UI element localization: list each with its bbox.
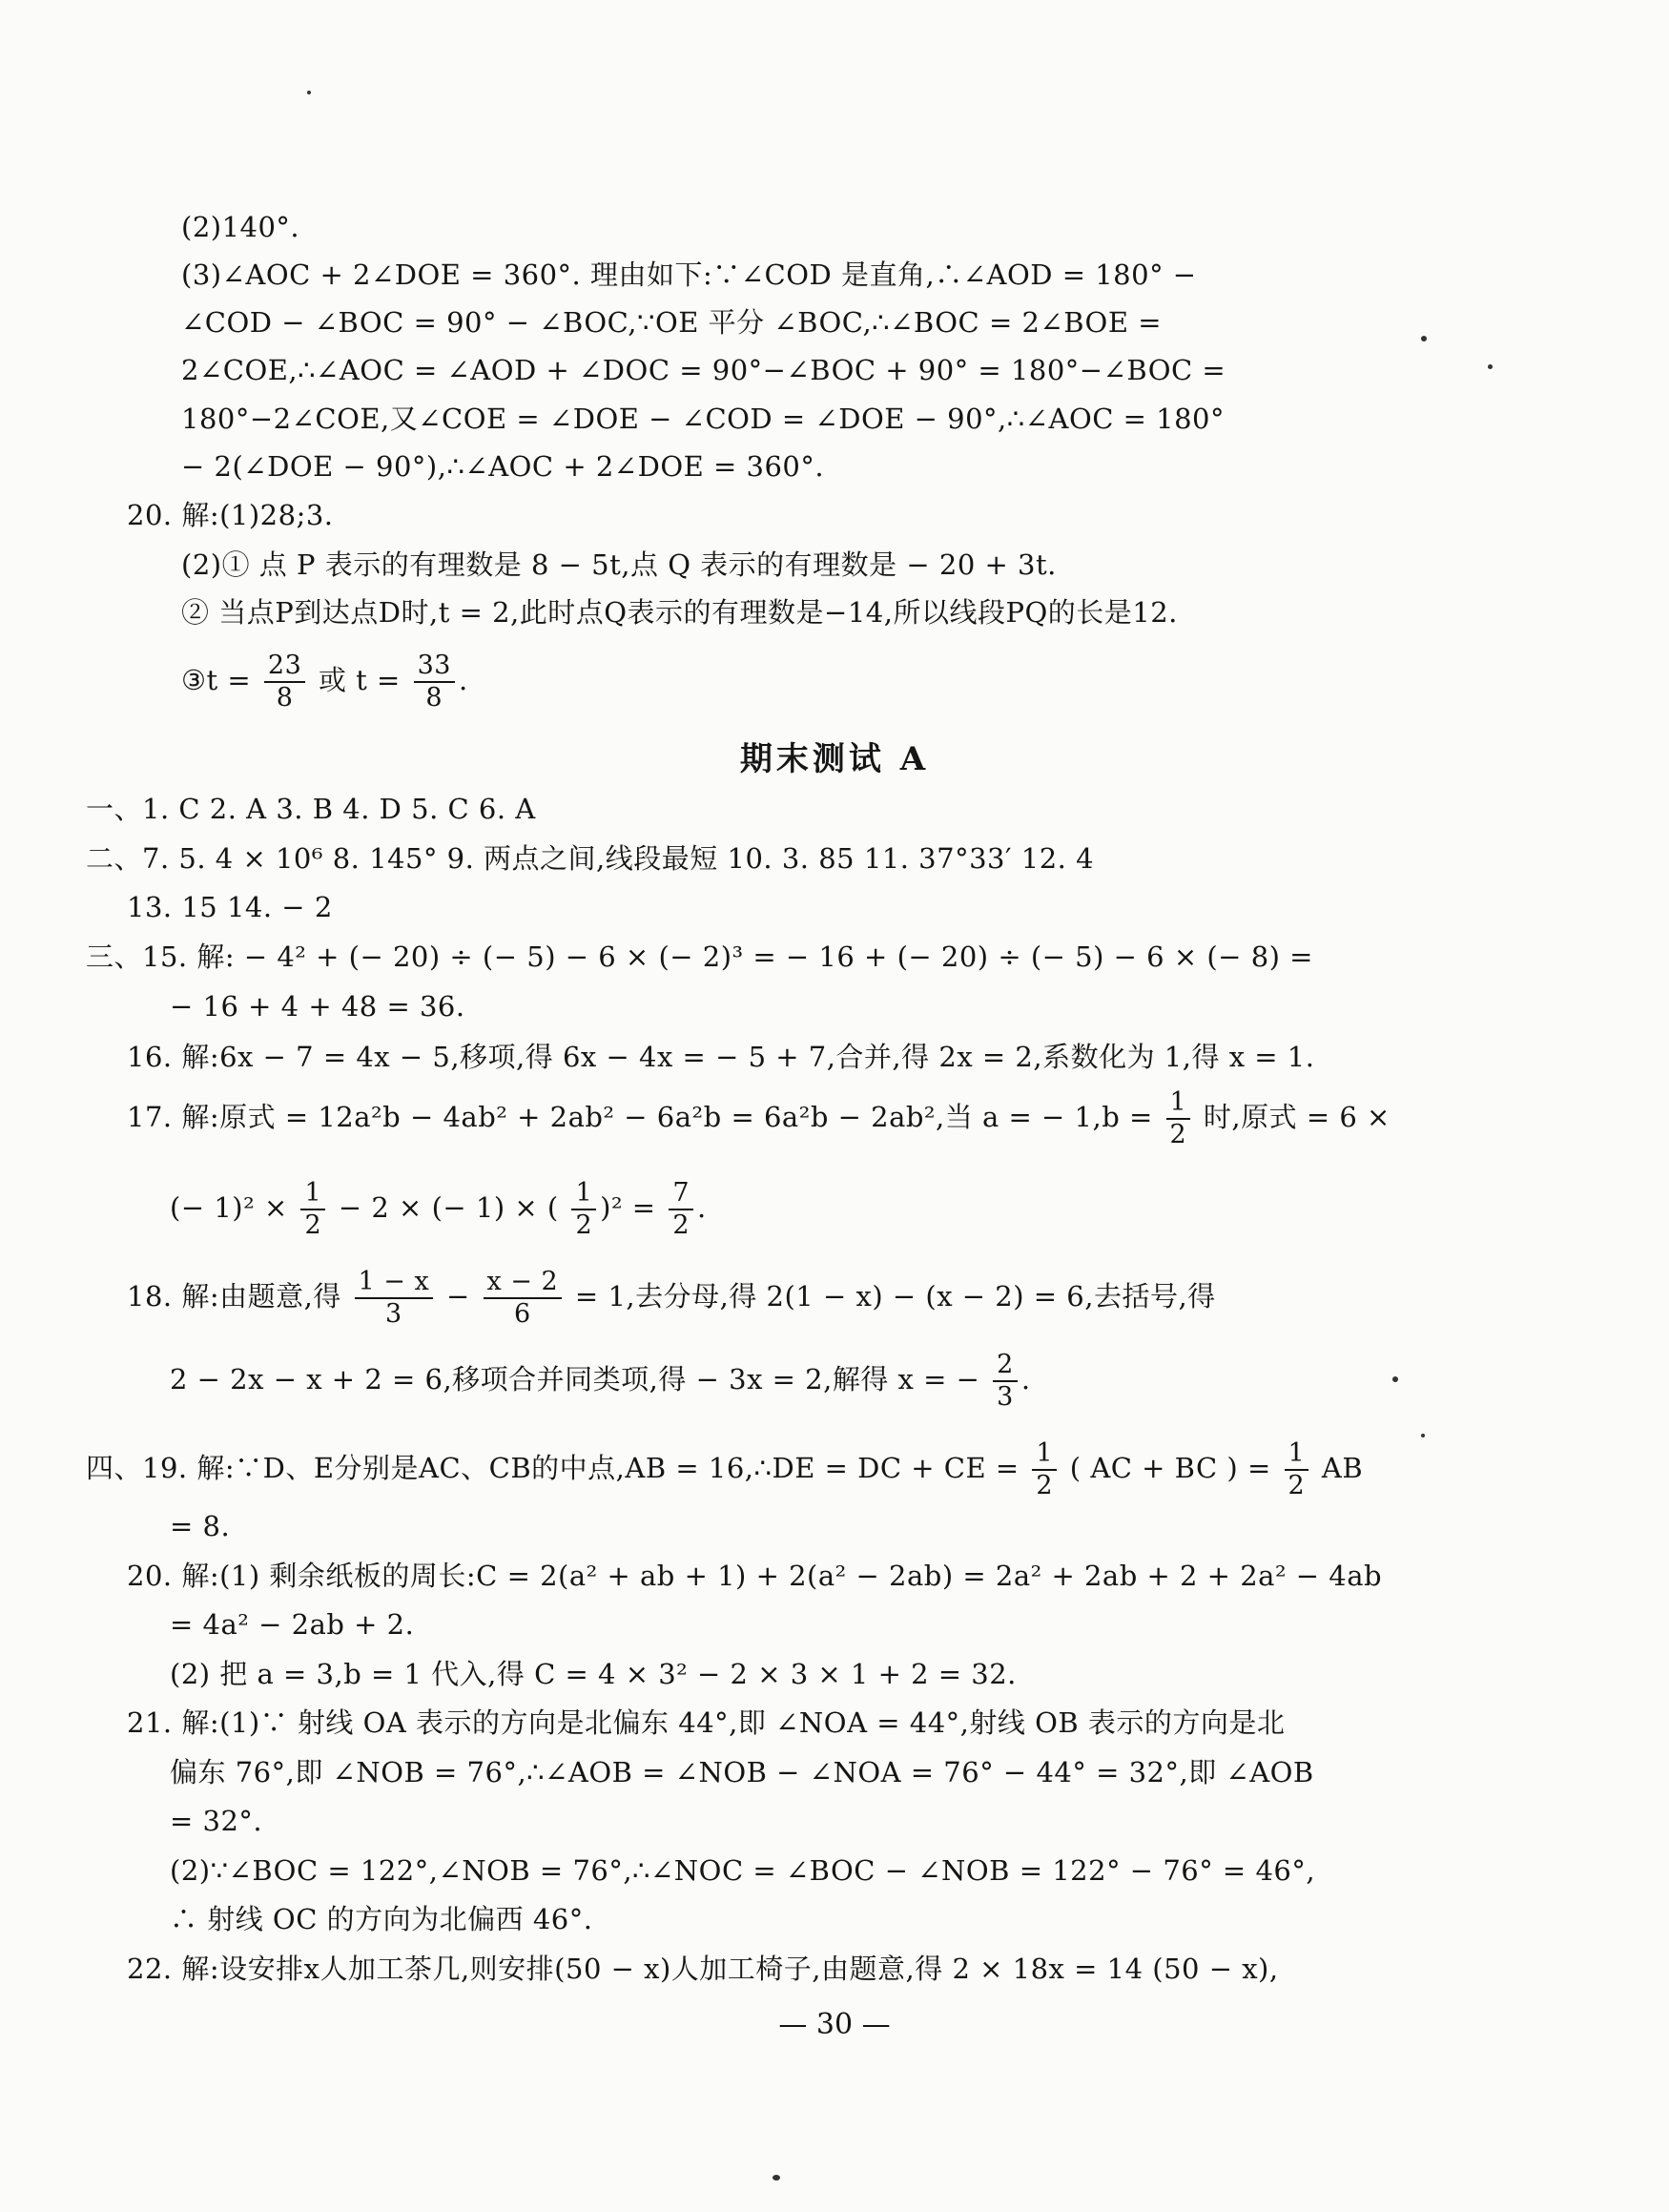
text-line: 18. 解:由题意,得 $\frac{1 - x}{3}$ − $\frac{x - 2}{6}$ = 1,去分母,得 2(1 − x) − (x − 2) = 6,去括号,得 [127, 1267, 1216, 1329]
text-line: (2)① 点 P 表示的有理数是 8 − 5t,点 Q 表示的有理数是 − 20 + 3t. [181, 548, 1057, 581]
text-line: (3)∠AOC + 2∠DOE = 360°. 理由如下:∵∠COD 是直角,∴∠AOD = 180° − [181, 258, 1197, 291]
text-line: 16. 解:6x − 7 = 4x − 5,移项,得 6x − 4x = − 5 + 7,合并,得 2x = 2,系数化为 1,得 x = 1. [127, 1041, 1315, 1073]
scan-speck [307, 91, 311, 94]
text-line: = 32°. [170, 1805, 263, 1837]
text-line: 2∠COE,∴∠AOC = ∠AOD + ∠DOC = 90°−∠BOC + 90° = 180°−∠BOC = [181, 354, 1226, 386]
text-line: ∴ 射线 OC 的方向为北偏西 46°. [170, 1903, 593, 1935]
text-line: (− 1)² × $\frac{1}{2}$ − 2 × (− 1) × ( $\frac{1}{2}$ )² = $\frac{7}{2}$ . [170, 1178, 707, 1240]
fraction: $\frac{x - 2}{6}$ [484, 1267, 563, 1330]
text-line: 偏东 76°,即 ∠NOB = 76°,∴∠AOB = ∠NOB − ∠NOA = 76° − 44° = 32°,即 ∠AOB [170, 1756, 1314, 1788]
text-line: 180°−2∠COE,又∠COE = ∠DOE − ∠COD = ∠DOE − 90°,∴∠AOC = 180° [181, 403, 1225, 435]
fraction: $\frac{7}{2}$ [669, 1178, 693, 1241]
fraction: $\frac{1 - x}{3}$ [355, 1267, 434, 1330]
text-line: 20. 解:(1) 剩余纸板的周长:C = 2(a² + ab + 1) + 2(a² − 2ab) = 2a² + 2ab + 2 + 2a² − 4ab [127, 1560, 1383, 1592]
text-line: 22. 解:设安排x人加工茶几,则安排(50 − x)人加工椅子,由题意,得 2 × 18x = 14 (50 − x), [127, 1953, 1279, 1985]
text-line: 二、7. 5. 4 × 10⁶ 8. 145° 9. 两点之间,线段最短 10. 3. 85 11. 37°33′ 12. 4 [86, 842, 1095, 875]
text-line: 三、15. 解: − 4² + (− 20) ÷ (− 5) − 6 × (− 2)³ = − 16 + (− 20) ÷ (− 5) − 6 × (− 8) = [86, 941, 1313, 973]
fraction: $\frac{23}{8}$ [264, 651, 305, 713]
text-line: 13. 15 14. − 2 [127, 891, 333, 923]
text-line: 2 − 2x − x + 2 = 6,移项合并同类项,得 − 3x = 2,解得 x = − $\frac{2}{3}$ . [170, 1350, 1031, 1412]
text-line: = 4a² − 2ab + 2. [170, 1608, 415, 1641]
fraction: $\frac{1}{2}$ [1166, 1087, 1191, 1150]
text-line: (2)140°. [181, 211, 300, 243]
scan-speck [1392, 1376, 1398, 1382]
text-line: 21. 解:(1)∵ 射线 OA 表示的方向是北偏东 44°,即 ∠NOA = 44°,射线 OB 表示的方向是北 [127, 1706, 1286, 1739]
section-heading: 期末测试 A [739, 740, 930, 778]
fraction: $\frac{1}{2}$ [300, 1178, 325, 1241]
text-line: 20. 解:(1)28;3. [127, 499, 334, 531]
text-line: − 2(∠DOE − 90°),∴∠AOC + 2∠DOE = 360°. [181, 450, 825, 483]
fraction: $\frac{2}{3}$ [993, 1350, 1018, 1413]
text-line: ∠COD − ∠BOC = 90° − ∠BOC,∵OE 平分 ∠BOC,∴∠BOC = 2∠BOE = [181, 306, 1163, 339]
fraction: $\frac{1}{2}$ [1285, 1438, 1309, 1501]
text-line: 17. 解:原式 = 12a²b − 4ab² + 2ab² − 6a²b = 6a²b − 2ab²,当 a = − 1,b = $\frac{1}{2}$ 时,原式 = 6 × [127, 1087, 1391, 1149]
text-line: ② 当点P到达点D时,t = 2,此时点Q表示的有理数是−14,所以线段PQ的长是12. [181, 596, 1178, 629]
text-line: = 8. [170, 1510, 231, 1542]
text-line: 四、19. 解:∵D、E分别是AC、CB的中点,AB = 16,∴DE = DC + CE = $\frac{1}{2}$ ( AC + BC ) = $\frac{1}{2}$ AB [86, 1438, 1364, 1500]
fraction: $\frac{1}{2}$ [571, 1178, 596, 1241]
text-line: (2) 把 a = 3,b = 1 代入,得 C = 4 × 3² − 2 × 3 × 1 + 2 = 32. [170, 1658, 1017, 1690]
scan-speck [1488, 364, 1493, 369]
page-number: — 30 — [778, 2008, 891, 2041]
fraction: $\frac{1}{2}$ [1032, 1438, 1057, 1501]
scan-speck [1421, 336, 1427, 341]
text-line: ③t = $\frac{23}{8}$ 或 t = $\frac{33}{8}$ . [181, 651, 468, 713]
text-line: (2)∵∠BOC = 122°,∠NOB = 76°,∴∠NOC = ∠BOC − ∠NOB = 122° − 76° = 46°, [170, 1854, 1316, 1887]
text-line: − 16 + 4 + 48 = 36. [170, 990, 465, 1023]
scan-speck [773, 2175, 780, 2181]
text-line: 一、1. C 2. A 3. B 4. D 5. C 6. A [86, 793, 536, 825]
fraction: $\frac{33}{8}$ [414, 651, 455, 713]
scan-speck [1421, 1434, 1425, 1437]
